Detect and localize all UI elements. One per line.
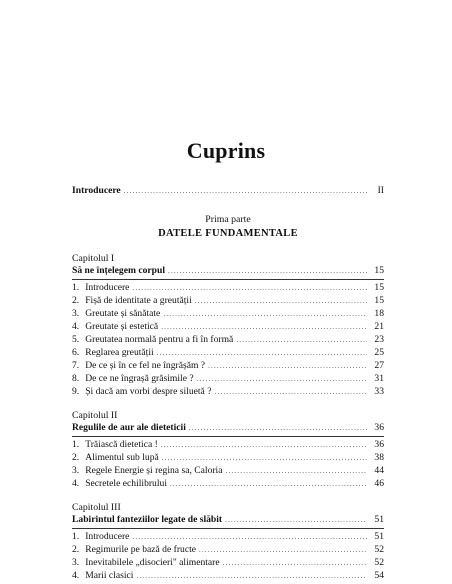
dot-leader xyxy=(163,308,367,320)
chapter-list xyxy=(72,253,384,583)
dot-leader xyxy=(236,334,367,346)
toc-entry-number: 3. xyxy=(72,308,80,319)
toc-entry-label: Greutate și estetică xyxy=(85,321,159,332)
toc-entry-number: 2. xyxy=(72,452,80,463)
toc-entry-number: 4. xyxy=(72,570,80,581)
toc-entry-page: 36 xyxy=(374,439,384,450)
toc-entry[interactable] xyxy=(72,570,384,583)
dot-leader xyxy=(161,439,367,451)
dot-leader xyxy=(168,265,367,277)
toc-entry-page: 27 xyxy=(374,360,384,371)
toc-entry[interactable] xyxy=(72,321,384,334)
part-title: DATELE FUNDAMENTALE xyxy=(158,228,298,239)
toc-entry-page: 52 xyxy=(374,544,384,555)
toc-entry-number: 6. xyxy=(72,347,80,358)
toc-entry-label: Reglarea greutății xyxy=(85,347,154,358)
toc-entry-page: 51 xyxy=(374,531,384,542)
dot-leader xyxy=(132,531,367,543)
toc-entry[interactable] xyxy=(72,360,384,373)
dot-leader xyxy=(195,295,367,307)
toc-entry-page: 18 xyxy=(374,308,384,319)
dot-leader xyxy=(223,557,367,569)
toc-entry-number: 4. xyxy=(72,478,80,489)
dot-leader xyxy=(132,282,367,294)
toc-entry[interactable] xyxy=(72,386,384,399)
chapter-label: Capitolul II xyxy=(72,410,118,421)
toc-entry[interactable] xyxy=(72,531,384,544)
toc-entry-intro[interactable] xyxy=(72,185,384,198)
dot-leader xyxy=(225,514,367,526)
toc-entry-page: 38 xyxy=(374,452,384,463)
part-label: Prima parte xyxy=(205,214,251,225)
toc-entry-label: Și dacă am vorbi despre siluetă ? xyxy=(85,386,212,397)
toc-entry[interactable] xyxy=(72,308,384,321)
chapter-rule xyxy=(72,528,384,529)
chapter-rule xyxy=(72,436,384,437)
dot-leader xyxy=(124,185,367,197)
toc-entry[interactable] xyxy=(72,439,384,452)
toc-entry-label: Greutatea normală pentru a fi în formă xyxy=(85,334,234,345)
toc-entry-number: 2. xyxy=(72,544,80,555)
toc-entry[interactable] xyxy=(72,478,384,491)
chapter-label: Capitolul I xyxy=(72,253,115,264)
dot-leader xyxy=(189,422,367,434)
dot-leader xyxy=(136,570,367,582)
toc-entry[interactable] xyxy=(72,452,384,465)
toc-entry[interactable] xyxy=(72,373,384,386)
toc-entry-page: 23 xyxy=(374,334,384,345)
toc-entry-number: 7. xyxy=(72,360,80,371)
dot-leader xyxy=(170,478,367,490)
toc-entry[interactable] xyxy=(72,544,384,557)
toc-entry-label: Inevitabilele „disocieri" alimentare xyxy=(85,557,220,568)
chapter-title: Labirintul fanteziilor legate de slăbit xyxy=(72,514,223,525)
toc-entry-page: 33 xyxy=(374,386,384,397)
toc-entry[interactable] xyxy=(72,465,384,478)
chapter-page: 36 xyxy=(374,422,384,433)
toc-entry-label: Greutate și sănătate xyxy=(85,308,161,319)
dot-leader xyxy=(162,452,367,464)
toc-entry-page: 31 xyxy=(374,373,384,384)
toc-entry[interactable] xyxy=(72,295,384,308)
toc-entry-page: 54 xyxy=(374,570,384,581)
toc-entry-label: Introducere xyxy=(85,531,130,542)
toc-entry-label: De ce ne îngrașă grăsimile ? xyxy=(85,373,194,384)
toc-entry-number: 8. xyxy=(72,373,80,384)
toc-entry[interactable] xyxy=(72,334,384,347)
toc-entry-number: 3. xyxy=(72,465,80,476)
dot-leader xyxy=(197,373,367,385)
chapter-page: 15 xyxy=(374,265,384,276)
table-of-contents xyxy=(72,185,384,583)
chapter-rule xyxy=(72,279,384,280)
toc-entry-number: 2. xyxy=(72,295,80,306)
toc-entry-page: 44 xyxy=(374,465,384,476)
page-title: Cuprins xyxy=(186,138,266,163)
chapter-title-entry[interactable] xyxy=(72,422,384,435)
toc-entry[interactable] xyxy=(72,347,384,360)
chapter-page: 51 xyxy=(374,514,384,525)
toc-entry-number: 9. xyxy=(72,386,80,397)
chapter-title-entry[interactable] xyxy=(72,514,384,527)
toc-entry-label: Marii clasici xyxy=(85,570,134,581)
toc-entry-label: Trăiască dietetica ! xyxy=(85,439,158,450)
toc-entry[interactable] xyxy=(72,282,384,295)
dot-leader xyxy=(226,465,368,477)
chapter-title-entry[interactable] xyxy=(72,265,384,278)
toc-entry-page: 15 xyxy=(374,295,384,306)
toc-entry-label: Regele Energie și regina sa, Caloria xyxy=(85,465,223,476)
dot-leader xyxy=(157,347,367,359)
toc-entry-number: 4. xyxy=(72,321,80,332)
toc-entry[interactable] xyxy=(72,557,384,570)
toc-entry-number: 1. xyxy=(72,282,80,293)
dot-leader xyxy=(199,544,367,556)
toc-entry-number: 1. xyxy=(72,531,80,542)
toc-entry-page: 52 xyxy=(374,557,384,568)
chapter-title: Regulile de aur ale dieteticii xyxy=(72,422,186,433)
toc-entry-label: Introducere xyxy=(72,185,121,196)
toc-entry-page: 46 xyxy=(374,478,384,489)
dot-leader xyxy=(208,360,367,372)
toc-entry-page: II xyxy=(377,185,384,196)
toc-entry-page: 25 xyxy=(374,347,384,358)
toc-entry-label: Alimentul sub lupă xyxy=(85,452,159,463)
toc-entry-label: Introducere xyxy=(85,282,130,293)
toc-entry-page: 15 xyxy=(374,282,384,293)
toc-entry-page: 21 xyxy=(374,321,384,332)
dot-leader xyxy=(214,386,367,398)
toc-entry-label: Secretele echilibrului xyxy=(85,478,167,489)
toc-entry-label: Fișă de identitate a greutății xyxy=(85,295,192,306)
chapter-label: Capitolul III xyxy=(72,502,121,513)
chapter-title: Să ne înțelegem corpul xyxy=(72,265,165,276)
toc-entry-number: 5. xyxy=(72,334,80,345)
toc-entry-label: Regimurile pe bază de fructe xyxy=(85,544,197,555)
toc-entry-label: De ce și în ce fel ne îngrășăm ? xyxy=(85,360,206,371)
dot-leader xyxy=(161,321,367,333)
toc-entry-number: 3. xyxy=(72,557,80,568)
toc-entry-number: 1. xyxy=(72,439,80,450)
